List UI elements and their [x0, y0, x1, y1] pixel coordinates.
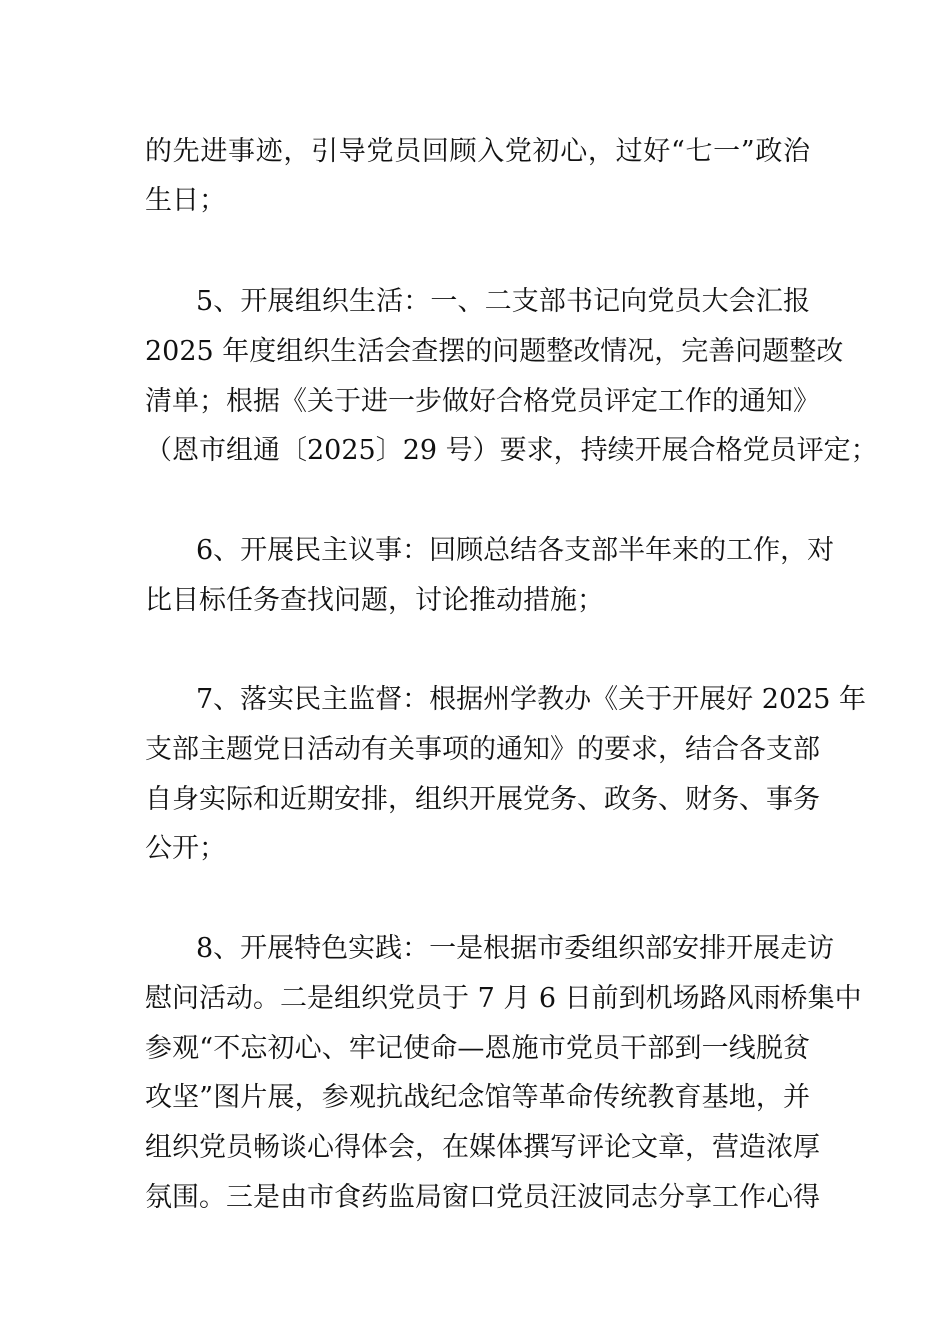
paragraph-5-line-3: 参观“不忘初心、牢记使命—恩施市党员干部到一线脱贫 [145, 1033, 810, 1064]
paragraph-4-line-3: 自身实际和近期安排，组织开展党务、政务、财务、事务 [145, 784, 820, 815]
paragraph-3-line-2: 比目标任务查找问题，讨论推动措施； [145, 585, 604, 616]
paragraph-4-line-1: 7、落实民主监督：根据州学教办《关于开展好 2025 年 [196, 684, 867, 715]
paragraph-2-line-2: 2025 年度组织生活会查摆的问题整改情况，完善问题整改 [145, 336, 844, 367]
paragraph-5-line-2: 慰问活动。二是组织党员于 7 月 6 日前到机场路风雨桥集中 [145, 983, 862, 1014]
paragraph-3-line-1: 6、开展民主议事：回顾总结各支部半年来的工作，对 [196, 535, 835, 566]
paragraph-2-line-1: 5、开展组织生活：一、二支部书记向党员大会汇报 [196, 286, 810, 317]
paragraph-5-line-4: 攻坚”图片展，参观抗战纪念馆等革命传统教育基地，并 [145, 1082, 810, 1113]
paragraph-5-line-5: 组织党员畅谈心得体会，在媒体撰写评论文章，营造浓厚 [145, 1132, 820, 1163]
paragraph-5-line-6: 氛围。三是由市食药监局窗口党员汪波同志分享工作心得 [145, 1182, 820, 1213]
paragraph-4-line-4: 公开； [145, 833, 226, 864]
paragraph-2-line-3: 清单；根据《关于进一步做好合格党员评定工作的通知》 [145, 386, 820, 417]
paragraph-1-line-1: 的先进事迹，引导党员回顾入党初心，过好“七一”政治 [145, 136, 810, 167]
paragraph-4-line-2: 支部主题党日活动有关事项的通知》的要求，结合各支部 [145, 734, 820, 765]
paragraph-1-line-2: 生日； [145, 185, 226, 216]
paragraph-5-line-1: 8、开展特色实践：一是根据市委组织部安排开展走访 [196, 933, 835, 964]
paragraph-2-line-4: （恩市组通〔2025〕29 号）要求，持续开展合格党员评定； [145, 435, 878, 466]
